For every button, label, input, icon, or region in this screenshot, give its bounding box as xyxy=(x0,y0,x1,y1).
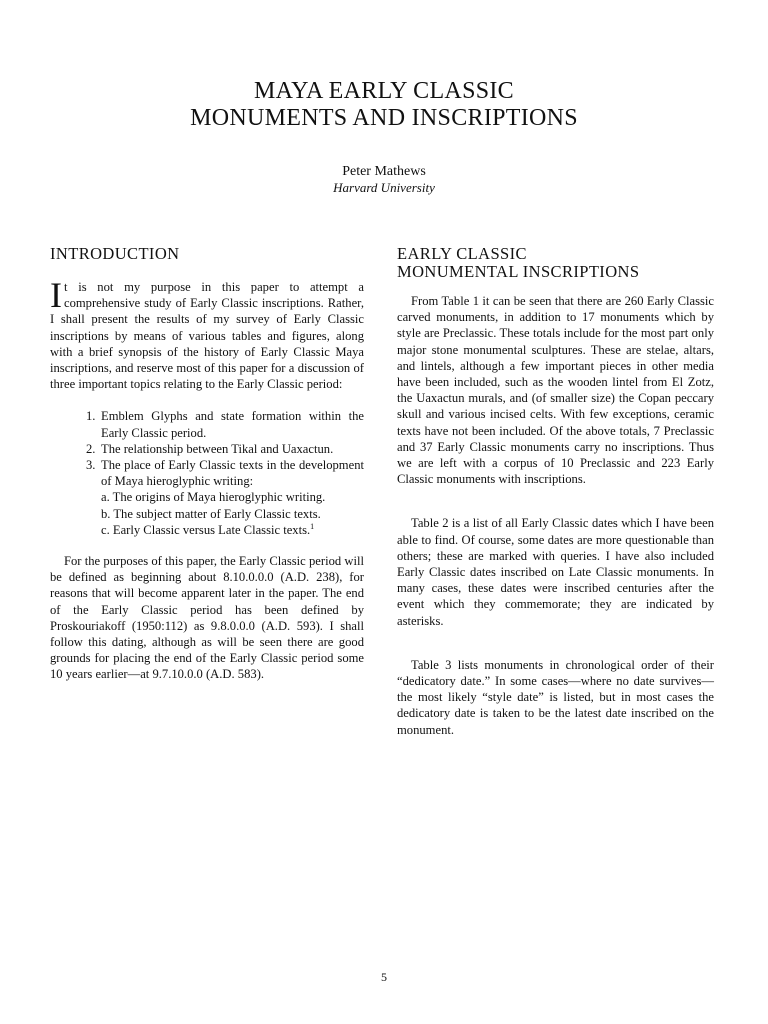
table3-paragraph: Table 3 lists monuments in chronological order of their “dedicatory date.” In some cases—where no date survives—the most likely “style date” is listed, but in most cases the dedicatory date is taken to be the latest date inscribed on the monument. xyxy=(397,657,714,737)
title-line-1: MAYA EARLY CLASSIC xyxy=(254,78,514,104)
list-item xyxy=(86,441,364,457)
right-column xyxy=(397,245,714,738)
list-item-main-text: The place of Early Classic texts in the development of Maya hieroglyphic writing: xyxy=(101,458,364,489)
list-item xyxy=(86,457,364,538)
introduction-heading: INTRODUCTION xyxy=(50,244,180,263)
list-item-text xyxy=(101,457,364,538)
subtopic-c xyxy=(101,522,364,538)
introduction-text: t is not my purpose in this paper to attempt a comprehensive study of Early Classic inscriptions. Rather, I shall present the results of my survey of Early Classic inscriptions by means of various tables and figures, along with a brief synopsis of the history of Early Classic Maya inscriptions, and reserve most of this paper for a discussion of three important topics relating to the Early Classic period: xyxy=(50,280,364,392)
author-name: Peter Mathews xyxy=(342,164,426,179)
topics-list xyxy=(50,408,364,538)
table1-paragraph: From Table 1 it can be seen that there are 260 Early Classic carved monuments, in addition to 17 monuments which by style are Preclassic. These totals include for the most part only major stone monumental sculptures. These are stelae, altars, and lintels, although a few important pieces in other media have been included, such as the wooden lintel from El Zotz, the Uaxactun murals, and (of smaller size) the Copan peccary skull and various incised celts. With few exceptions, ceramic texts have not been included. Of the above totals, 7 Preclassic and 37 Early Classic monuments carry no inscriptions. Thus we are left with a corpus of 10 Preclassic and 223 Early Classic monuments with inscriptions. xyxy=(397,294,714,487)
drop-cap: I xyxy=(50,275,62,315)
footnote-marker: 1 xyxy=(310,521,315,531)
page-number: 5 xyxy=(381,970,387,984)
list-item-text: The relationship between Tikal and Uaxactun. xyxy=(101,441,334,456)
list-item xyxy=(86,408,364,440)
left-column xyxy=(50,245,364,683)
subtopic-b: b. The subject matter of Early Classic texts. xyxy=(101,506,321,521)
heading-line-1: EARLY CLASSIC xyxy=(397,244,527,263)
list-item-number: 3. xyxy=(86,458,96,473)
author-affiliation: Harvard University xyxy=(333,180,435,195)
list-item-number: 1. xyxy=(86,409,96,424)
list-item-text: Emblem Glyphs and state formation within the Early Classic period. xyxy=(101,409,364,440)
heading-line-2: MONUMENTAL INSCRIPTIONS xyxy=(397,262,640,281)
subtopic-c-text: c. Early Classic versus Late Classic texts. xyxy=(101,522,311,537)
title-line-2: MONUMENTS AND INSCRIPTIONS xyxy=(190,105,578,131)
table2-paragraph: Table 2 is a list of all Early Classic dates which I have been able to find. Of course, some dates are more questionable than others; these are marked with queries. I have also included Early Classic dates inscribed on Late Classic monuments. In many cases, these dates were inscribed centuries after the event which they commemorate; they are indicated by asterisks. xyxy=(397,516,714,628)
list-item-number: 2. xyxy=(86,441,96,456)
paper-title xyxy=(0,78,768,132)
monumental-inscriptions-heading xyxy=(397,245,714,281)
subtopic-a: a. The origins of Maya hieroglyphic writing. xyxy=(101,490,326,505)
introduction-paragraph xyxy=(50,275,364,392)
period-definition-paragraph: For the purposes of this paper, the Early Classic period will be defined as beginning about 8.10.0.0.0 (A.D. 238), for reasons that will become apparent later in the paper. The end of the Early Classic period has been defined by Proskouriakoff (1950:112) as 9.8.0.0.0 (A.D. 593). I shall follow this dating, although as will be seen there are good grounds for placing the end of the Early Classic period some 10 years earlier—at 9.7.10.0.0 (A.D. 583). xyxy=(50,554,364,682)
